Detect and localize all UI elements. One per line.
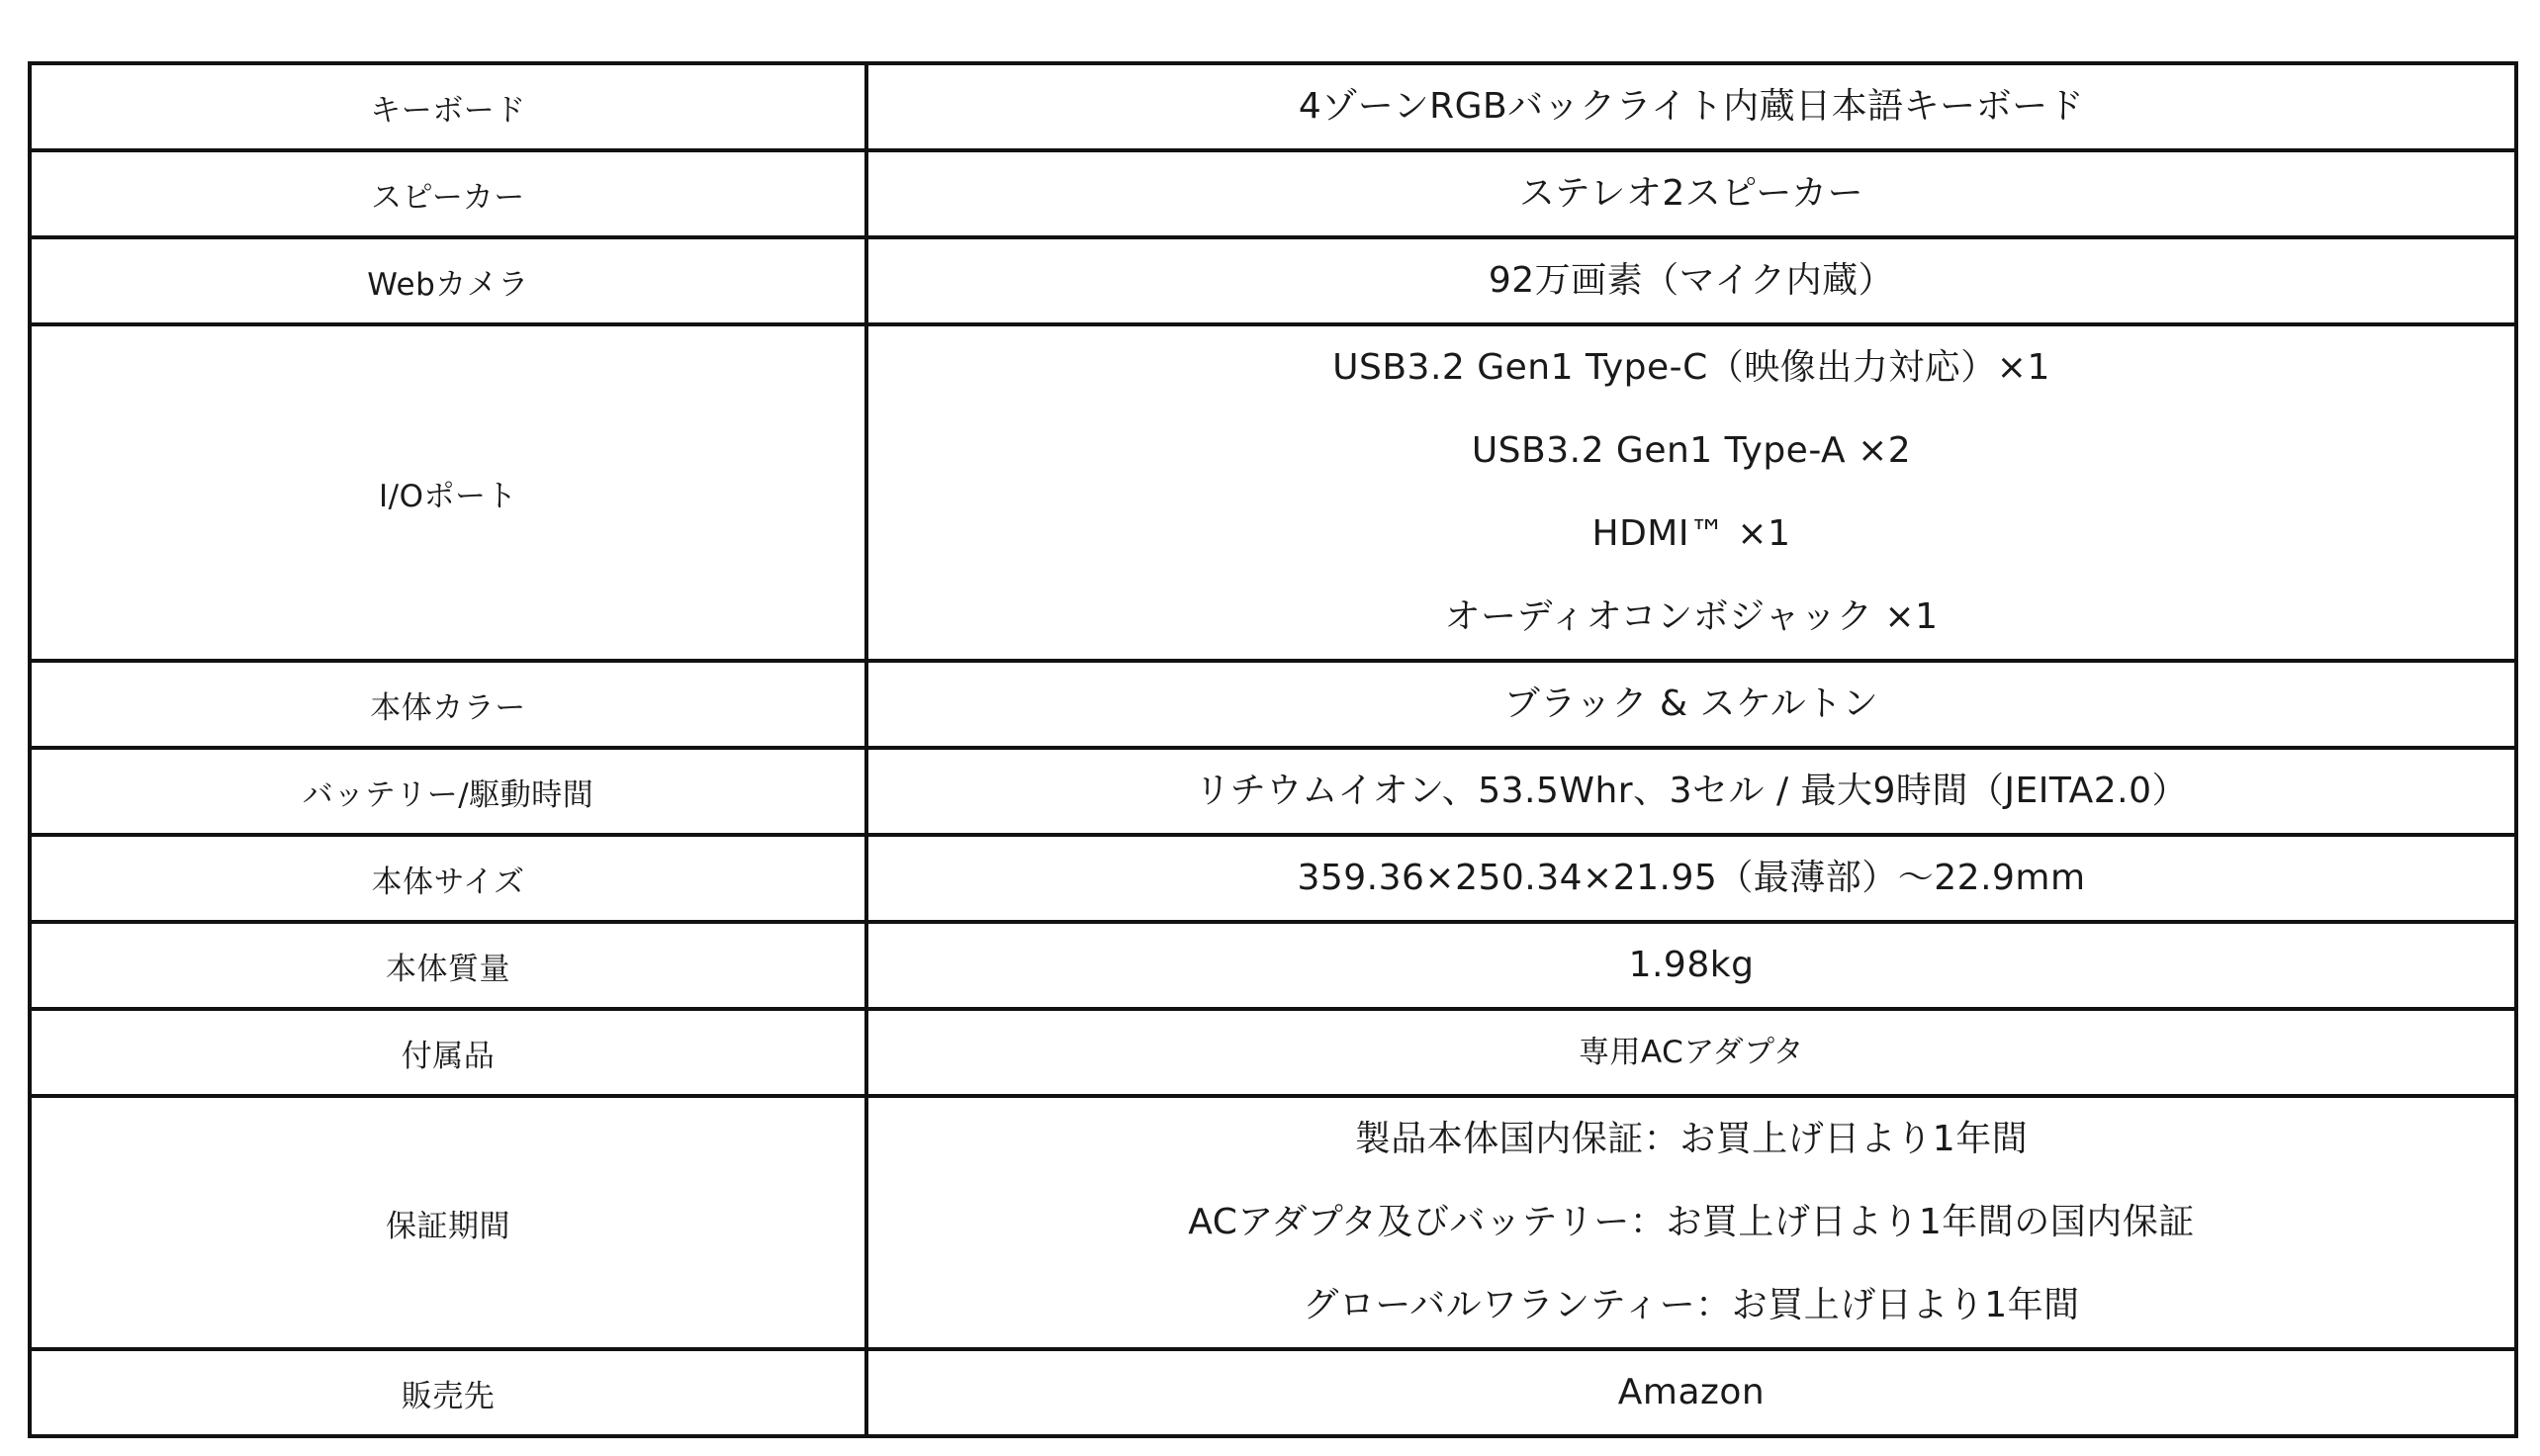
spec-value-line: グローバルワランティー：お買上げ日より1年間 [1303,1285,2080,1325]
spec-label: 本体カラー [30,661,866,748]
spec-value-line: オーディオコンボジャック ×1 [1444,596,1939,637]
spec-row-weight [30,922,2516,1009]
spec-value [866,1349,2516,1436]
spec-row-webcam [30,237,2516,324]
spec-value-line: USB3.2 Gen1 Type-A ×2 [1471,430,1912,471]
spec-row-size [30,835,2516,922]
spec-value-line: ブラック & スケルトン [1503,683,1879,724]
spec-label: キーボード [30,63,866,150]
spec-value [866,63,2516,150]
spec-value-line: ACアダプタ及びバッテリー：お買上げ日より1年間の国内保証 [1188,1202,2195,1242]
spec-label: バッテリー/駆動時間 [30,748,866,835]
spec-value-line: USB3.2 Gen1 Type-C（映像出力対応）×1 [1332,347,2050,388]
spec-value [866,150,2516,237]
spec-value [866,1096,2516,1349]
spec-value [866,748,2516,835]
spec-row-speaker [30,150,2516,237]
spec-label: 保証期間 [30,1096,866,1349]
spec-value [866,835,2516,922]
spec-value-line: 4ゾーンRGBバックライト内蔵日本語キーボード [1298,86,2085,127]
spec-value-line: 1.98kg [1628,945,1755,985]
spec-value [866,237,2516,324]
spec-value-line: 製品本体国内保証：お買上げ日より1年間 [1354,1119,2029,1159]
spec-value-line: Amazon [1617,1372,1766,1412]
spec-row-seller [30,1349,2516,1436]
spec-label: I/Oポート [30,324,866,661]
spec-value [866,661,2516,748]
spec-value [866,324,2516,661]
spec-value [866,922,2516,1009]
spec-row-battery [30,748,2516,835]
spec-value-line: リチウムイオン、53.5Whr、3セル / 最大9時間（JEITA2.0） [1195,771,2188,811]
spec-label: 付属品 [30,1009,866,1096]
spec-value [866,1009,2516,1096]
spec-label: Webカメラ [30,237,866,324]
spec-value-line: 92万画素（マイク内蔵） [1488,260,1895,301]
spec-row-accessories [30,1009,2516,1096]
spec-row-warranty [30,1096,2516,1349]
spec-row-io-ports [30,324,2516,661]
spec-row-keyboard [30,63,2516,150]
spec-value-line: ステレオ2スピーカー [1518,173,1864,214]
spec-label: スピーカー [30,150,866,237]
spec-value-line: HDMI™ ×1 [1591,513,1791,554]
spec-label: 販売先 [30,1349,866,1436]
spec-label: 本体サイズ [30,835,866,922]
spec-label: 本体質量 [30,922,866,1009]
spec-row-color [30,661,2516,748]
spec-value-line: 359.36×250.34×21.95（最薄部）～22.9mm [1297,858,2086,898]
spec-value-line: 専用ACアダプタ [1579,1035,1804,1070]
spec-table [28,61,2518,1438]
